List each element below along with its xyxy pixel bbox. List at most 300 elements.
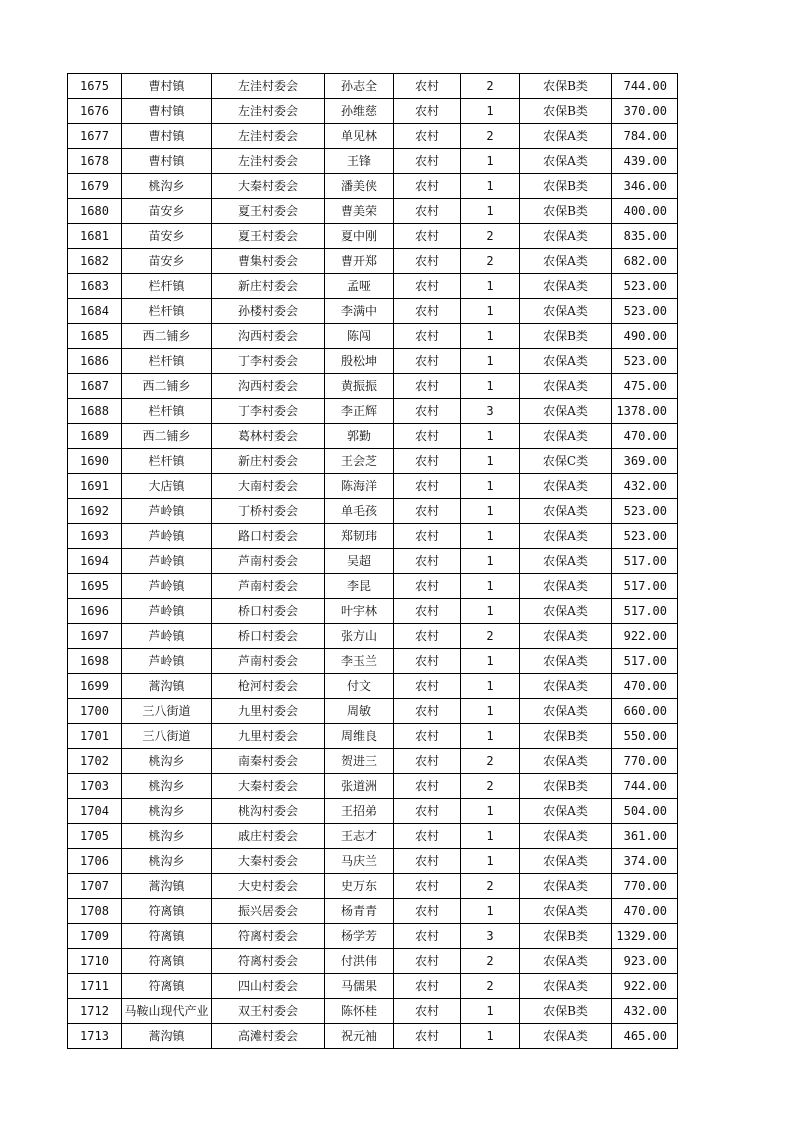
- town-cell: 栏杆镇: [122, 349, 212, 374]
- amount-cell: 517.00: [612, 574, 678, 599]
- person-name-cell: 李满中: [325, 299, 394, 324]
- village-committee-cell: 左洼村委会: [212, 74, 325, 99]
- town-cell: 马鞍山现代产业: [122, 999, 212, 1024]
- village-committee-cell: 四山村委会: [212, 974, 325, 999]
- row-number-cell: 1711: [68, 974, 122, 999]
- area-type-cell: 农村: [394, 674, 461, 699]
- village-committee-cell: 大秦村委会: [212, 849, 325, 874]
- town-cell: 桃沟乡: [122, 749, 212, 774]
- person-name-cell: 马庆兰: [325, 849, 394, 874]
- insurance-category-cell: 农保A类: [520, 124, 612, 149]
- household-count-cell: 1: [461, 349, 520, 374]
- town-cell: 苗安乡: [122, 249, 212, 274]
- insurance-category-cell: 农保B类: [520, 99, 612, 124]
- insurance-category-cell: 农保A类: [520, 949, 612, 974]
- person-name-cell: 李正辉: [325, 399, 394, 424]
- area-type-cell: 农村: [394, 724, 461, 749]
- insurance-category-cell: 农保B类: [520, 774, 612, 799]
- row-number-cell: 1687: [68, 374, 122, 399]
- person-name-cell: 黄振振: [325, 374, 394, 399]
- row-number-cell: 1683: [68, 274, 122, 299]
- amount-cell: 784.00: [612, 124, 678, 149]
- person-name-cell: 王志才: [325, 824, 394, 849]
- area-type-cell: 农村: [394, 99, 461, 124]
- amount-cell: 465.00: [612, 1024, 678, 1049]
- area-type-cell: 农村: [394, 824, 461, 849]
- amount-cell: 770.00: [612, 874, 678, 899]
- village-committee-cell: 振兴居委会: [212, 899, 325, 924]
- village-committee-cell: 丁桥村委会: [212, 499, 325, 524]
- town-cell: 曹村镇: [122, 99, 212, 124]
- amount-cell: 523.00: [612, 524, 678, 549]
- area-type-cell: 农村: [394, 774, 461, 799]
- insurance-category-cell: 农保A类: [520, 349, 612, 374]
- person-name-cell: 郭勤: [325, 424, 394, 449]
- row-number-cell: 1706: [68, 849, 122, 874]
- row-number-cell: 1707: [68, 874, 122, 899]
- row-number-cell: 1689: [68, 424, 122, 449]
- table-row: [68, 224, 678, 249]
- row-number-cell: 1705: [68, 824, 122, 849]
- household-count-cell: 2: [461, 874, 520, 899]
- town-cell: 曹村镇: [122, 74, 212, 99]
- village-committee-cell: 孙楼村委会: [212, 299, 325, 324]
- row-number-cell: 1677: [68, 124, 122, 149]
- table-row: [68, 699, 678, 724]
- household-count-cell: 2: [461, 74, 520, 99]
- household-count-cell: 1: [461, 274, 520, 299]
- person-name-cell: 单毛孩: [325, 499, 394, 524]
- table-row: [68, 349, 678, 374]
- village-committee-cell: 九里村委会: [212, 699, 325, 724]
- insurance-category-cell: 农保A类: [520, 974, 612, 999]
- town-cell: 曹村镇: [122, 149, 212, 174]
- amount-cell: 523.00: [612, 499, 678, 524]
- table-row: [68, 424, 678, 449]
- amount-cell: 517.00: [612, 649, 678, 674]
- row-number-cell: 1675: [68, 74, 122, 99]
- household-count-cell: 1: [461, 149, 520, 174]
- area-type-cell: 农村: [394, 349, 461, 374]
- table-row: [68, 774, 678, 799]
- household-count-cell: 1: [461, 524, 520, 549]
- village-committee-cell: 枪河村委会: [212, 674, 325, 699]
- amount-cell: 370.00: [612, 99, 678, 124]
- amount-cell: 470.00: [612, 674, 678, 699]
- row-number-cell: 1685: [68, 324, 122, 349]
- row-number-cell: 1701: [68, 724, 122, 749]
- household-count-cell: 2: [461, 774, 520, 799]
- area-type-cell: 农村: [394, 249, 461, 274]
- household-count-cell: 1: [461, 324, 520, 349]
- village-committee-cell: 高滩村委会: [212, 1024, 325, 1049]
- town-cell: 栏杆镇: [122, 274, 212, 299]
- amount-cell: 439.00: [612, 149, 678, 174]
- insurance-category-cell: 农保A类: [520, 799, 612, 824]
- insurance-category-cell: 农保A类: [520, 249, 612, 274]
- area-type-cell: 农村: [394, 624, 461, 649]
- row-number-cell: 1690: [68, 449, 122, 474]
- insurance-category-cell: 农保B类: [520, 74, 612, 99]
- area-type-cell: 农村: [394, 799, 461, 824]
- village-committee-cell: 南秦村委会: [212, 749, 325, 774]
- household-count-cell: 1: [461, 299, 520, 324]
- household-count-cell: 1: [461, 474, 520, 499]
- row-number-cell: 1704: [68, 799, 122, 824]
- village-committee-cell: 桥口村委会: [212, 624, 325, 649]
- row-number-cell: 1700: [68, 699, 122, 724]
- table-row: [68, 474, 678, 499]
- town-cell: 芦岭镇: [122, 549, 212, 574]
- village-committee-cell: 芦南村委会: [212, 549, 325, 574]
- amount-cell: 475.00: [612, 374, 678, 399]
- household-count-cell: 2: [461, 224, 520, 249]
- amount-cell: 660.00: [612, 699, 678, 724]
- insurance-category-cell: 农保A类: [520, 699, 612, 724]
- household-count-cell: 1: [461, 424, 520, 449]
- amount-cell: 770.00: [612, 749, 678, 774]
- row-number-cell: 1692: [68, 499, 122, 524]
- table-row: [68, 899, 678, 924]
- area-type-cell: 农村: [394, 124, 461, 149]
- amount-cell: 400.00: [612, 199, 678, 224]
- town-cell: 三八街道: [122, 724, 212, 749]
- person-name-cell: 潘美侠: [325, 174, 394, 199]
- person-name-cell: 李玉兰: [325, 649, 394, 674]
- town-cell: 芦岭镇: [122, 524, 212, 549]
- town-cell: 曹村镇: [122, 124, 212, 149]
- table-row: [68, 399, 678, 424]
- village-committee-cell: 芦南村委会: [212, 574, 325, 599]
- household-count-cell: 1: [461, 574, 520, 599]
- household-count-cell: 1: [461, 449, 520, 474]
- table-row: [68, 874, 678, 899]
- household-count-cell: 1: [461, 99, 520, 124]
- row-number-cell: 1688: [68, 399, 122, 424]
- table-row: [68, 849, 678, 874]
- row-number-cell: 1682: [68, 249, 122, 274]
- area-type-cell: 农村: [394, 174, 461, 199]
- household-count-cell: 1: [461, 1024, 520, 1049]
- town-cell: 苗安乡: [122, 224, 212, 249]
- table-row: [68, 449, 678, 474]
- amount-cell: 504.00: [612, 799, 678, 824]
- household-count-cell: 1: [461, 849, 520, 874]
- area-type-cell: 农村: [394, 899, 461, 924]
- table-row: [68, 724, 678, 749]
- amount-cell: 523.00: [612, 274, 678, 299]
- person-name-cell: 付洪伟: [325, 949, 394, 974]
- village-committee-cell: 左洼村委会: [212, 149, 325, 174]
- table-row: [68, 124, 678, 149]
- row-number-cell: 1679: [68, 174, 122, 199]
- table-row: [68, 924, 678, 949]
- area-type-cell: 农村: [394, 424, 461, 449]
- table-row: [68, 599, 678, 624]
- records-table: [67, 73, 678, 1049]
- table-row: [68, 74, 678, 99]
- row-number-cell: 1708: [68, 899, 122, 924]
- area-type-cell: 农村: [394, 949, 461, 974]
- town-cell: 蒿沟镇: [122, 1024, 212, 1049]
- area-type-cell: 农村: [394, 149, 461, 174]
- person-name-cell: 单见林: [325, 124, 394, 149]
- row-number-cell: 1678: [68, 149, 122, 174]
- household-count-cell: 1: [461, 899, 520, 924]
- town-cell: 芦岭镇: [122, 649, 212, 674]
- amount-cell: 432.00: [612, 999, 678, 1024]
- area-type-cell: 农村: [394, 699, 461, 724]
- amount-cell: 682.00: [612, 249, 678, 274]
- village-committee-cell: 桥口村委会: [212, 599, 325, 624]
- area-type-cell: 农村: [394, 549, 461, 574]
- person-name-cell: 王锋: [325, 149, 394, 174]
- amount-cell: 346.00: [612, 174, 678, 199]
- area-type-cell: 农村: [394, 749, 461, 774]
- row-number-cell: 1702: [68, 749, 122, 774]
- row-number-cell: 1698: [68, 649, 122, 674]
- area-type-cell: 农村: [394, 224, 461, 249]
- household-count-cell: 1: [461, 374, 520, 399]
- village-committee-cell: 大秦村委会: [212, 174, 325, 199]
- row-number-cell: 1696: [68, 599, 122, 624]
- household-count-cell: 1: [461, 674, 520, 699]
- area-type-cell: 农村: [394, 599, 461, 624]
- insurance-category-cell: 农保A类: [520, 424, 612, 449]
- household-count-cell: 2: [461, 949, 520, 974]
- village-committee-cell: 九里村委会: [212, 724, 325, 749]
- area-type-cell: 农村: [394, 299, 461, 324]
- town-cell: 符离镇: [122, 899, 212, 924]
- amount-cell: 369.00: [612, 449, 678, 474]
- person-name-cell: 叶宇林: [325, 599, 394, 624]
- amount-cell: 361.00: [612, 824, 678, 849]
- table-row: [68, 374, 678, 399]
- person-name-cell: 陈怀桂: [325, 999, 394, 1024]
- person-name-cell: 夏中刚: [325, 224, 394, 249]
- insurance-category-cell: 农保A类: [520, 374, 612, 399]
- person-name-cell: 孙维慈: [325, 99, 394, 124]
- row-number-cell: 1680: [68, 199, 122, 224]
- village-committee-cell: 路口村委会: [212, 524, 325, 549]
- person-name-cell: 马儒果: [325, 974, 394, 999]
- household-count-cell: 1: [461, 824, 520, 849]
- town-cell: 符离镇: [122, 949, 212, 974]
- insurance-category-cell: 农保B类: [520, 724, 612, 749]
- town-cell: 芦岭镇: [122, 574, 212, 599]
- household-count-cell: 1: [461, 174, 520, 199]
- amount-cell: 490.00: [612, 324, 678, 349]
- table-row: [68, 1024, 678, 1049]
- village-committee-cell: 曹集村委会: [212, 249, 325, 274]
- amount-cell: 923.00: [612, 949, 678, 974]
- household-count-cell: 1: [461, 999, 520, 1024]
- insurance-category-cell: 农保A类: [520, 849, 612, 874]
- village-committee-cell: 新庄村委会: [212, 274, 325, 299]
- insurance-category-cell: 农保B类: [520, 199, 612, 224]
- insurance-category-cell: 农保A类: [520, 499, 612, 524]
- row-number-cell: 1699: [68, 674, 122, 699]
- household-count-cell: 2: [461, 249, 520, 274]
- amount-cell: 744.00: [612, 774, 678, 799]
- amount-cell: 470.00: [612, 899, 678, 924]
- insurance-category-cell: 农保B类: [520, 999, 612, 1024]
- town-cell: 栏杆镇: [122, 399, 212, 424]
- table-row: [68, 174, 678, 199]
- person-name-cell: 史万东: [325, 874, 394, 899]
- table-row: [68, 674, 678, 699]
- amount-cell: 1378.00: [612, 399, 678, 424]
- insurance-category-cell: 农保A类: [520, 524, 612, 549]
- village-committee-cell: 桃沟村委会: [212, 799, 325, 824]
- town-cell: 栏杆镇: [122, 299, 212, 324]
- village-committee-cell: 符离村委会: [212, 924, 325, 949]
- insurance-category-cell: 农保A类: [520, 649, 612, 674]
- amount-cell: 517.00: [612, 599, 678, 624]
- row-number-cell: 1686: [68, 349, 122, 374]
- table-row: [68, 824, 678, 849]
- town-cell: 芦岭镇: [122, 499, 212, 524]
- person-name-cell: 孙志全: [325, 74, 394, 99]
- village-committee-cell: 双王村委会: [212, 999, 325, 1024]
- insurance-category-cell: 农保B类: [520, 324, 612, 349]
- person-name-cell: 曹开郑: [325, 249, 394, 274]
- town-cell: 桃沟乡: [122, 799, 212, 824]
- village-committee-cell: 夏王村委会: [212, 224, 325, 249]
- amount-cell: 517.00: [612, 549, 678, 574]
- insurance-category-cell: 农保A类: [520, 299, 612, 324]
- amount-cell: 550.00: [612, 724, 678, 749]
- table-row: [68, 299, 678, 324]
- household-count-cell: 2: [461, 124, 520, 149]
- area-type-cell: 农村: [394, 449, 461, 474]
- area-type-cell: 农村: [394, 74, 461, 99]
- insurance-category-cell: 农保B类: [520, 924, 612, 949]
- town-cell: 苗安乡: [122, 199, 212, 224]
- table-row: [68, 949, 678, 974]
- town-cell: 桃沟乡: [122, 774, 212, 799]
- area-type-cell: 农村: [394, 924, 461, 949]
- household-count-cell: 1: [461, 649, 520, 674]
- area-type-cell: 农村: [394, 974, 461, 999]
- table-row: [68, 999, 678, 1024]
- village-committee-cell: 戚庄村委会: [212, 824, 325, 849]
- row-number-cell: 1684: [68, 299, 122, 324]
- village-committee-cell: 夏王村委会: [212, 199, 325, 224]
- row-number-cell: 1681: [68, 224, 122, 249]
- village-committee-cell: 沟西村委会: [212, 374, 325, 399]
- household-count-cell: 1: [461, 599, 520, 624]
- area-type-cell: 农村: [394, 399, 461, 424]
- person-name-cell: 陈海洋: [325, 474, 394, 499]
- row-number-cell: 1712: [68, 999, 122, 1024]
- household-count-cell: 1: [461, 199, 520, 224]
- area-type-cell: 农村: [394, 499, 461, 524]
- table-row: [68, 624, 678, 649]
- village-committee-cell: 丁李村委会: [212, 349, 325, 374]
- household-count-cell: 1: [461, 699, 520, 724]
- household-count-cell: 3: [461, 924, 520, 949]
- household-count-cell: 3: [461, 399, 520, 424]
- household-count-cell: 2: [461, 749, 520, 774]
- insurance-category-cell: 农保C类: [520, 449, 612, 474]
- insurance-category-cell: 农保A类: [520, 824, 612, 849]
- village-committee-cell: 符离村委会: [212, 949, 325, 974]
- table-row: [68, 749, 678, 774]
- town-cell: 芦岭镇: [122, 599, 212, 624]
- table-row: [68, 499, 678, 524]
- household-count-cell: 1: [461, 499, 520, 524]
- amount-cell: 523.00: [612, 299, 678, 324]
- town-cell: 西二铺乡: [122, 374, 212, 399]
- town-cell: 蒿沟镇: [122, 874, 212, 899]
- village-committee-cell: 丁李村委会: [212, 399, 325, 424]
- person-name-cell: 王会芝: [325, 449, 394, 474]
- village-committee-cell: 新庄村委会: [212, 449, 325, 474]
- insurance-category-cell: 农保A类: [520, 899, 612, 924]
- area-type-cell: 农村: [394, 574, 461, 599]
- person-name-cell: 殷松坤: [325, 349, 394, 374]
- area-type-cell: 农村: [394, 849, 461, 874]
- household-count-cell: 1: [461, 549, 520, 574]
- area-type-cell: 农村: [394, 874, 461, 899]
- town-cell: 桃沟乡: [122, 824, 212, 849]
- amount-cell: 1329.00: [612, 924, 678, 949]
- town-cell: 西二铺乡: [122, 324, 212, 349]
- person-name-cell: 陈闯: [325, 324, 394, 349]
- row-number-cell: 1703: [68, 774, 122, 799]
- area-type-cell: 农村: [394, 324, 461, 349]
- table-row: [68, 274, 678, 299]
- row-number-cell: 1691: [68, 474, 122, 499]
- town-cell: 栏杆镇: [122, 449, 212, 474]
- amount-cell: 432.00: [612, 474, 678, 499]
- insurance-category-cell: 农保A类: [520, 624, 612, 649]
- table-body: [68, 74, 678, 1049]
- person-name-cell: 祝元袖: [325, 1024, 394, 1049]
- town-cell: 蒿沟镇: [122, 674, 212, 699]
- row-number-cell: 1710: [68, 949, 122, 974]
- table-row: [68, 974, 678, 999]
- table-row: [68, 799, 678, 824]
- household-count-cell: 2: [461, 624, 520, 649]
- area-type-cell: 农村: [394, 474, 461, 499]
- row-number-cell: 1676: [68, 99, 122, 124]
- person-name-cell: 杨青青: [325, 899, 394, 924]
- amount-cell: 470.00: [612, 424, 678, 449]
- town-cell: 三八街道: [122, 699, 212, 724]
- insurance-category-cell: 农保A类: [520, 549, 612, 574]
- area-type-cell: 农村: [394, 649, 461, 674]
- person-name-cell: 郑韧玮: [325, 524, 394, 549]
- table-row: [68, 574, 678, 599]
- village-committee-cell: 芦南村委会: [212, 649, 325, 674]
- person-name-cell: 张方山: [325, 624, 394, 649]
- insurance-category-cell: 农保A类: [520, 474, 612, 499]
- insurance-category-cell: 农保A类: [520, 224, 612, 249]
- person-name-cell: 贺进三: [325, 749, 394, 774]
- village-committee-cell: 大史村委会: [212, 874, 325, 899]
- town-cell: 桃沟乡: [122, 174, 212, 199]
- person-name-cell: 张道洲: [325, 774, 394, 799]
- amount-cell: 922.00: [612, 974, 678, 999]
- insurance-category-cell: 农保A类: [520, 874, 612, 899]
- town-cell: 符离镇: [122, 924, 212, 949]
- town-cell: 芦岭镇: [122, 624, 212, 649]
- insurance-category-cell: 农保A类: [520, 274, 612, 299]
- household-count-cell: 2: [461, 974, 520, 999]
- insurance-category-cell: 农保A类: [520, 399, 612, 424]
